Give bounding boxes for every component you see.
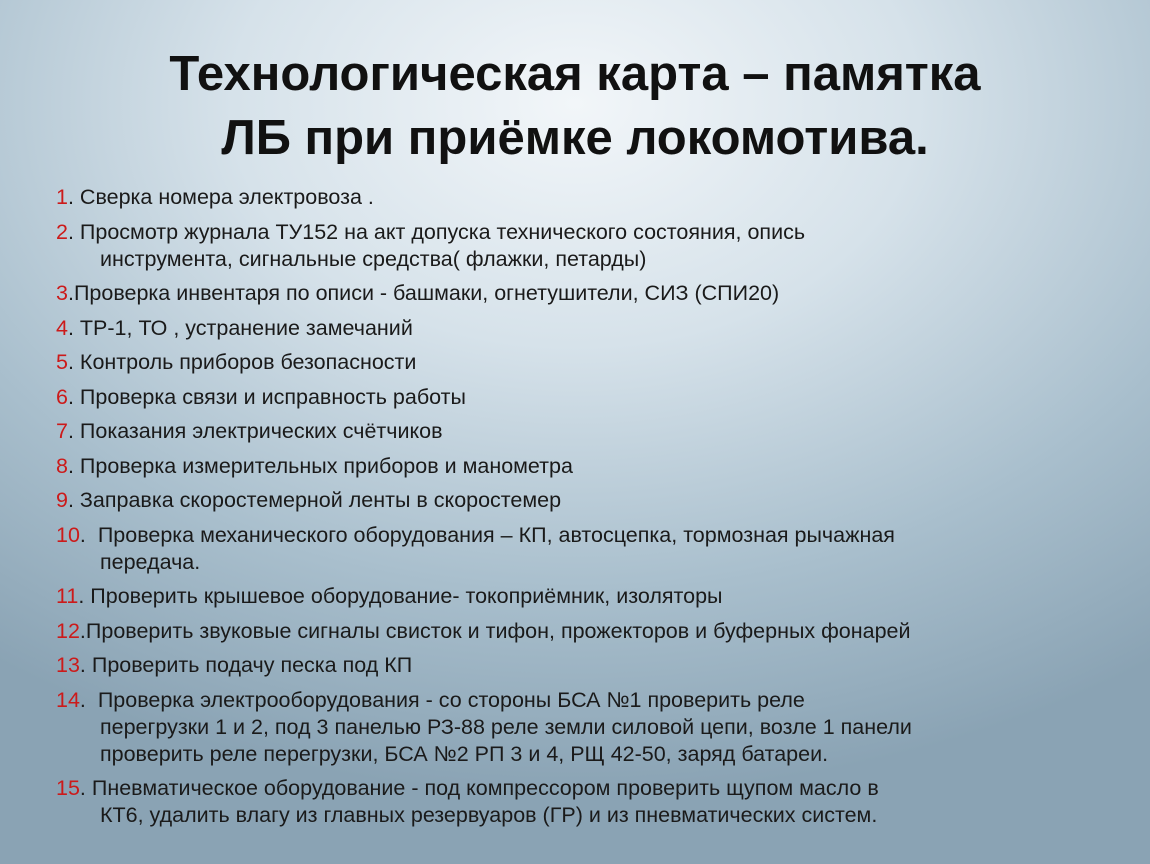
item-number: 2 — [56, 219, 68, 244]
checklist-item — [56, 280, 1136, 307]
item-number: 1 — [56, 185, 68, 209]
item-number-separator: . — [67, 219, 80, 244]
item-text-line: ТР-1, ТО , устранение замечаний — [79, 315, 413, 340]
checklist-item — [56, 583, 1136, 610]
checklist-item — [56, 522, 1136, 576]
checklist-item — [56, 349, 1136, 376]
item-text-line: Проверить подачу песка под КП — [91, 653, 413, 677]
slide-title — [0, 42, 1150, 170]
checklist-item — [56, 315, 1136, 342]
item-number: 6 — [56, 384, 68, 409]
item-text-line: КТ6, удалить влагу из главных резервуаров (ГР) и из пневматических систем. — [100, 803, 878, 827]
item-number: 15 — [56, 776, 80, 800]
item-text-line: Проверка электрооборудования - со стороны БСА №1 проверить реле — [97, 687, 805, 712]
item-number-separator: . — [79, 776, 92, 800]
checklist-item — [56, 418, 1136, 445]
item-text-line: Проверка измерительных приборов и манометра — [79, 453, 573, 478]
item-text-line: Сверка номера электровоза . — [79, 185, 374, 209]
item-number: 9 — [56, 488, 68, 512]
item-number-separator: . — [67, 488, 80, 512]
title-line-1: Технологическая карта – памятка — [169, 47, 981, 101]
item-number: 8 — [56, 453, 68, 478]
item-number-separator: . — [67, 185, 80, 209]
item-number-separator: . — [67, 453, 80, 478]
item-number-separator: . — [67, 350, 80, 374]
checklist-item — [56, 219, 1136, 273]
item-number: 4 — [56, 315, 68, 340]
item-text-line: Заправка скоростемерной ленты в скоростемер — [79, 488, 562, 512]
checklist — [56, 184, 1136, 837]
item-number-separator: . — [79, 653, 92, 677]
item-text-line: Пневматическое оборудование - под компрессором проверить щупом масло в — [91, 776, 879, 800]
item-number: 13 — [56, 653, 80, 677]
item-text-line: Проверка инвентаря по описи - башмаки, огнетушители, СИЗ (СПИ20) — [73, 281, 780, 305]
item-number-separator: . — [79, 687, 98, 712]
item-text-line: перегрузки 1 и 2, под 3 панелью РЗ-88 реле земли силовой цепи, возле 1 панели — [100, 714, 912, 739]
checklist-item — [56, 487, 1136, 514]
item-text-line: Показания электрических счётчиков — [79, 419, 443, 443]
item-number: 5 — [56, 350, 68, 374]
item-number-separator: . — [79, 522, 98, 547]
item-text-line: Контроль приборов безопасности — [79, 350, 417, 374]
item-text-line: Проверить звуковые сигналы свисток и тифон, прожекторов и буферных фонарей — [85, 618, 911, 643]
item-text-line: инструмента, сигнальные средства( флажки, петарды) — [100, 246, 647, 271]
item-number-separator: . — [67, 281, 74, 305]
item-number: 7 — [56, 419, 68, 443]
item-text-line: Проверка механического оборудования – КП, автосцепка, тормозная рычажная — [97, 522, 895, 547]
checklist-item — [56, 687, 1136, 768]
checklist-item — [56, 184, 1136, 211]
item-number: 12 — [56, 618, 80, 643]
item-number-separator: . — [67, 315, 80, 340]
item-number-separator: . — [67, 419, 80, 443]
checklist-item — [56, 453, 1136, 480]
checklist-item — [56, 775, 1136, 829]
title-line-2: ЛБ при приёмке локомотива. — [221, 111, 929, 165]
item-number: 3 — [56, 281, 68, 305]
item-number-separator: . — [78, 584, 91, 608]
item-text-line: Проверка связи и исправность работы — [79, 384, 466, 409]
item-number: 14 — [56, 687, 80, 712]
item-number: 11 — [56, 584, 79, 608]
item-number-separator: . — [79, 618, 86, 643]
checklist-item — [56, 618, 1136, 645]
checklist-item — [56, 384, 1136, 411]
item-number-separator: . — [67, 384, 80, 409]
item-number: 10 — [56, 522, 80, 547]
item-text-line: Проверить крышевое оборудование- токоприёмник, изоляторы — [90, 584, 723, 608]
checklist-item — [56, 652, 1136, 679]
item-text-line: проверить реле перегрузки, БСА №2 РП 3 и 4, РЩ 42-50, заряд батареи. — [100, 741, 829, 766]
item-text-line: передача. — [100, 549, 201, 574]
item-text-line: Просмотр журнала ТУ152 на акт допуска технического состояния, опись — [79, 219, 806, 244]
